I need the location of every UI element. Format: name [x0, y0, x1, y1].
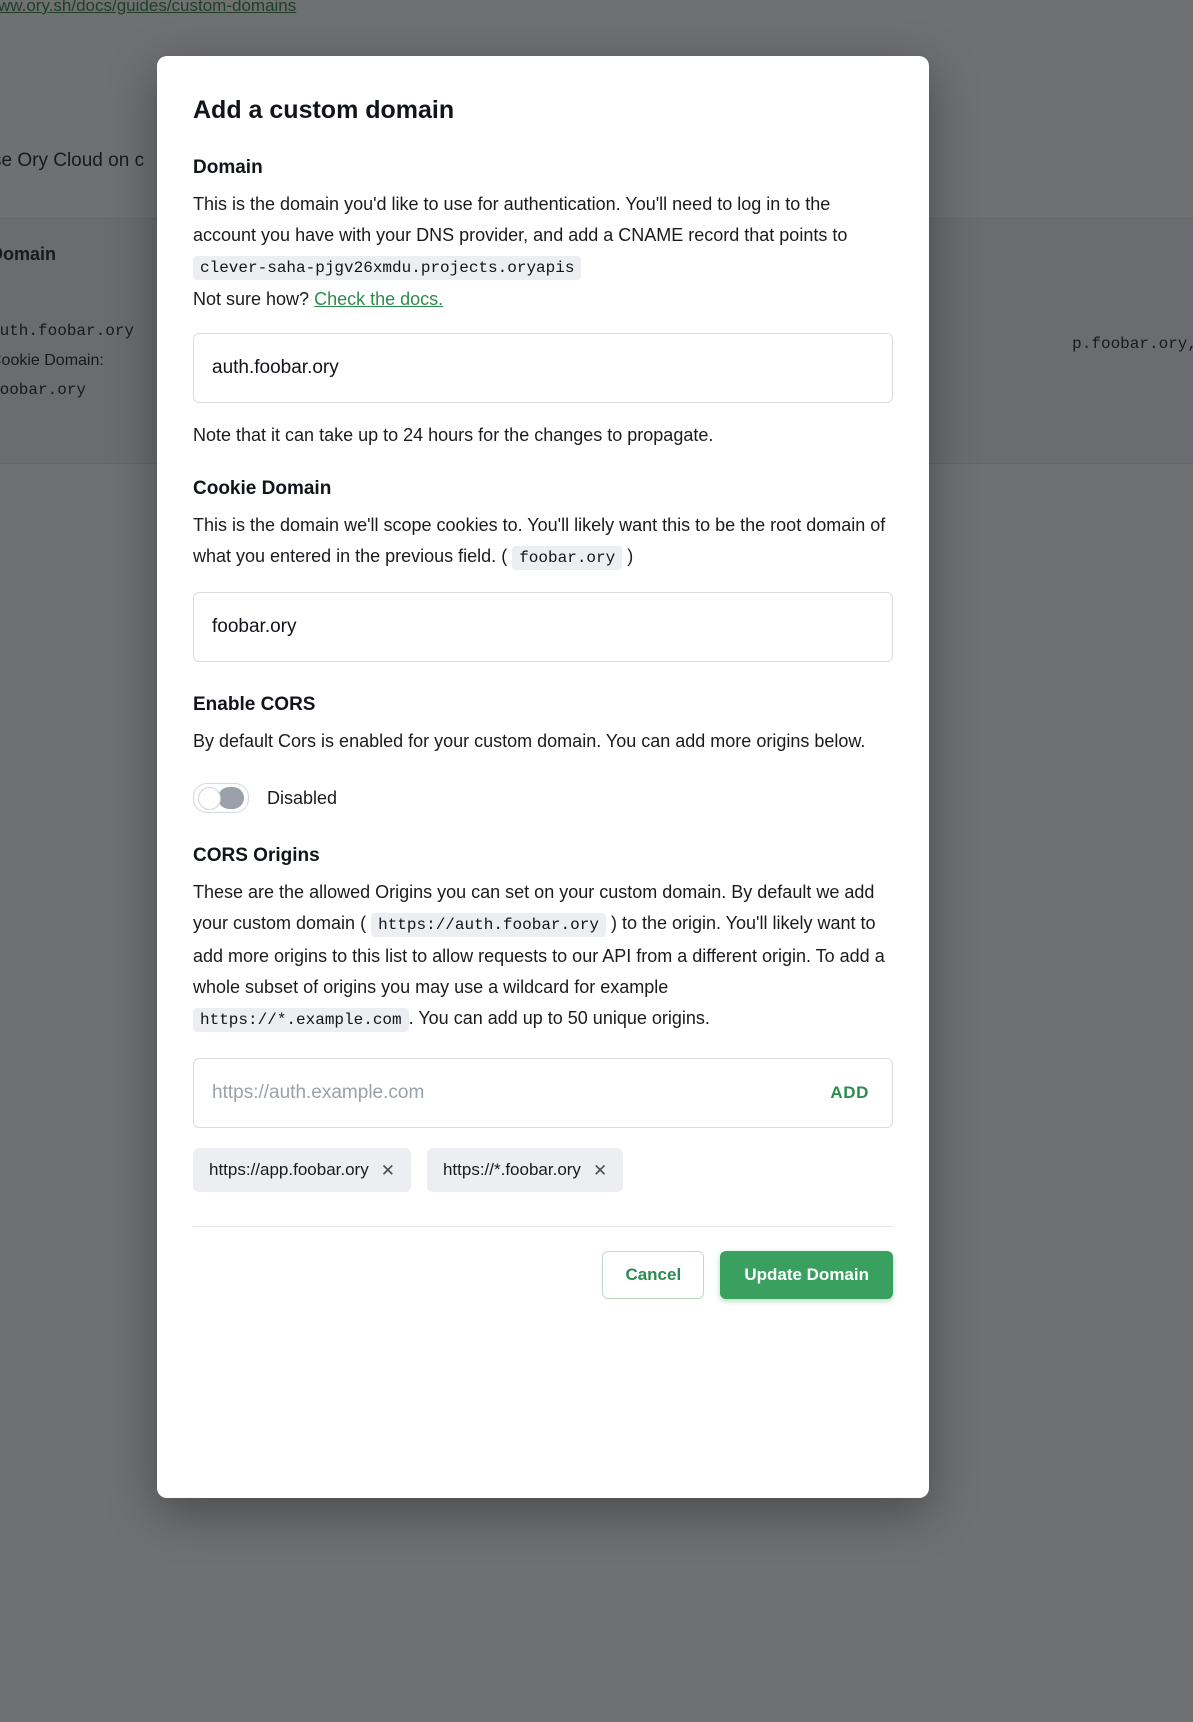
- domain-propagation-note: Note that it can take up to 24 hours for the changes to propagate.: [193, 425, 714, 445]
- dialog-title: Add a custom domain: [193, 96, 455, 124]
- cookie-domain-input[interactable]: [193, 592, 893, 662]
- update-domain-button[interactable]: Update Domain: [720, 1251, 893, 1299]
- cors-origin-input[interactable]: [193, 1058, 893, 1128]
- cors-origins-text-3: . You can add up to 50 unique origins.: [408, 1008, 710, 1028]
- enable-cors-toggle-label: Disabled: [267, 787, 338, 808]
- cors-origin-chip-label: https://*.foobar.ory: [442, 1160, 581, 1179]
- domain-description-text: This is the domain you'd like to use for authentication. You'll need to log in to the account you have with your DNS provider, and add a CNAME record that points to: [193, 194, 848, 245]
- domain-section-heading: Domain: [193, 157, 263, 178]
- domain-description: [193, 189, 893, 315]
- cookie-domain-section-heading: Cookie Domain: [193, 478, 332, 499]
- toggle-track: [218, 787, 244, 809]
- close-icon[interactable]: ✕: [592, 1160, 608, 1180]
- cors-origins-text-1: These are the allowed Origins you can set on your custom domain. By default we add your custom domain (: [193, 882, 875, 933]
- cookie-domain-description-text: This is the domain we'll scope cookies to. You'll likely want this to be the root domain of what you entered in the previous field. (: [193, 515, 886, 566]
- close-icon[interactable]: ✕: [380, 1160, 395, 1180]
- cors-origin-wildcard-code: https://*.example.com: [193, 1008, 409, 1032]
- cname-target-code: clever-saha-pjgv26xmdu.projects.oryapis: [193, 256, 581, 280]
- cookie-domain-description: [193, 510, 893, 574]
- cors-origin-chip-list: [193, 1148, 893, 1192]
- cookie-domain-description-text-end: ): [627, 546, 634, 566]
- footer-divider: [193, 1226, 893, 1227]
- add-origin-button[interactable]: ADD: [824, 1082, 875, 1104]
- cancel-button[interactable]: Cancel: [602, 1251, 704, 1299]
- toggle-knob: [198, 787, 221, 810]
- enable-cors-toggle[interactable]: [193, 783, 249, 813]
- domain-input[interactable]: [193, 333, 893, 403]
- cors-origins-text-2: ) to the origin. You'll likely want to add more origins to this list to allow requests to our API from a different origin. To add a whole subset of origins you may use a wildcard for example: [193, 913, 885, 997]
- cors-origin-chip[interactable]: [427, 1148, 623, 1192]
- cors-origin-chip[interactable]: [193, 1148, 411, 1192]
- cors-origins-description: [193, 877, 893, 1036]
- cors-origin-add-row: [193, 1058, 893, 1128]
- dialog-footer: [193, 1251, 893, 1299]
- cors-origin-default-code: https://auth.foobar.ory: [371, 913, 606, 937]
- add-custom-domain-dialog: [157, 56, 929, 1498]
- enable-cors-description: By default Cors is enabled for your custom domain. You can add more origins below.: [193, 731, 866, 751]
- cors-origins-section-heading: CORS Origins: [193, 845, 320, 866]
- enable-cors-toggle-row[interactable]: [193, 783, 893, 813]
- check-the-docs-link[interactable]: Check the docs.: [314, 289, 444, 309]
- cookie-domain-example-code: foobar.ory: [512, 546, 622, 570]
- domain-not-sure-text: Not sure how?: [193, 289, 310, 309]
- cors-origin-chip-label: https://app.foobar.ory: [209, 1160, 369, 1179]
- enable-cors-section-heading: Enable CORS: [193, 694, 316, 715]
